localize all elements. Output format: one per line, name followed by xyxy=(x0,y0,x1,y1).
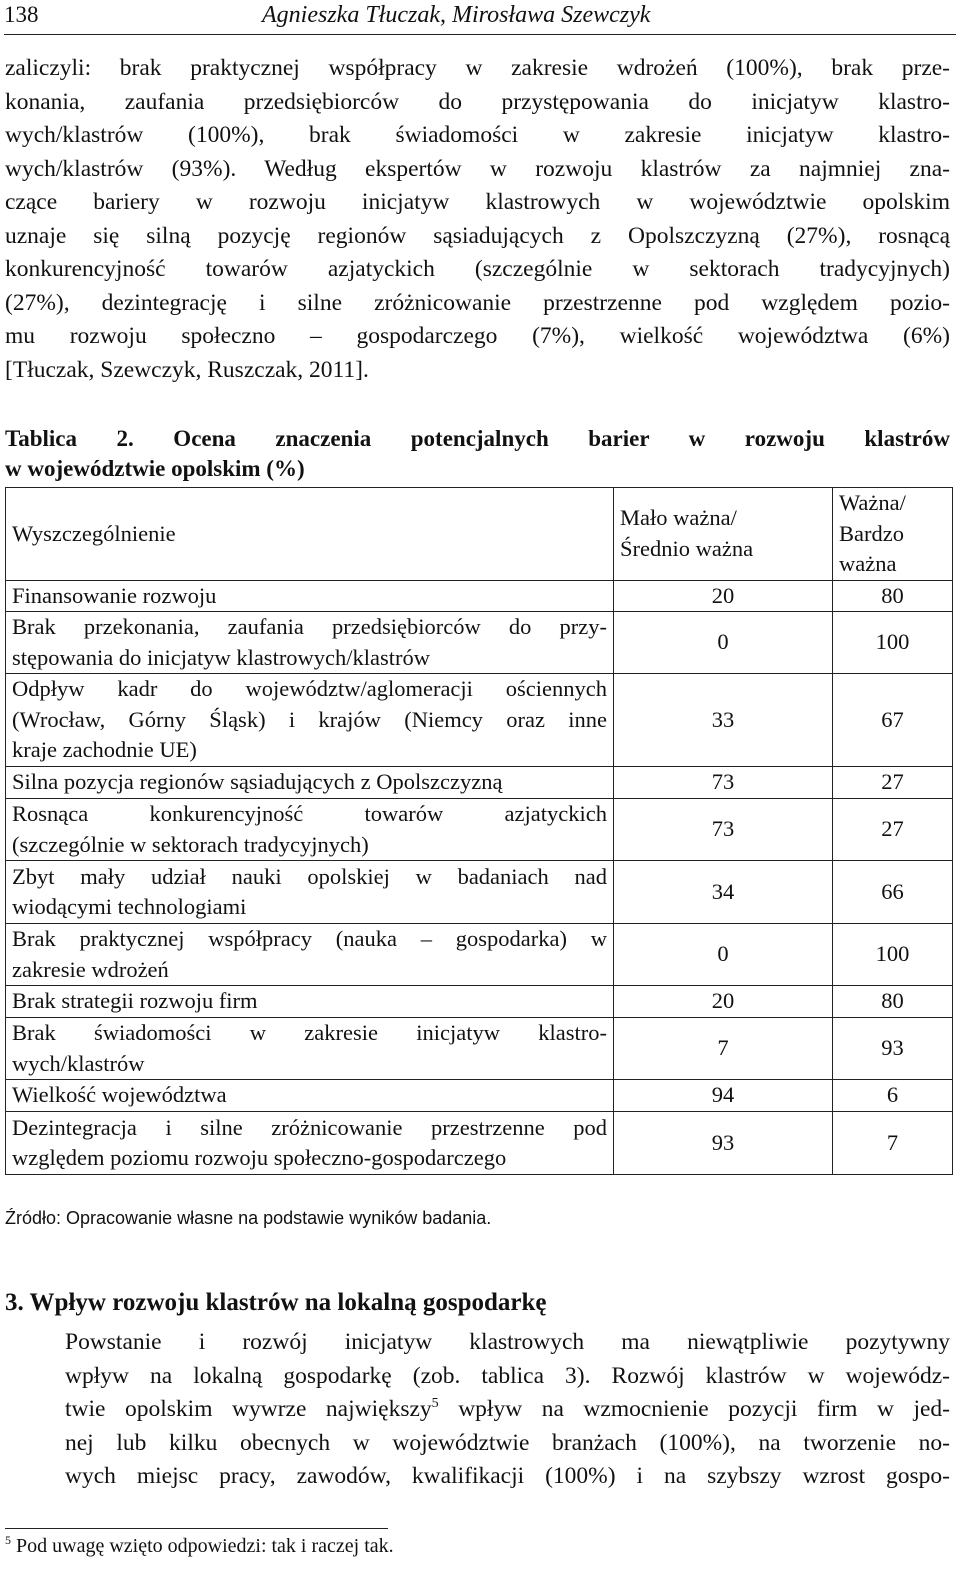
table-row xyxy=(6,861,953,924)
row-label-line: Odpływ kadr do województw/aglomeracji ościennych xyxy=(12,676,607,702)
value-low-importance: 94 xyxy=(614,1080,833,1112)
table-row xyxy=(6,612,953,674)
row-label-line: kraje zachodnie UE) xyxy=(12,737,197,763)
page-number: 138 xyxy=(4,2,39,27)
value-high-importance: 93 xyxy=(833,1018,953,1080)
text-line: mu rozwoju społeczno – gospodarczego (7%), wielkość województwa (6%) xyxy=(5,323,950,349)
row-label-line: Silna pozycja regionów sąsiadujących z Opolszczyzną xyxy=(12,769,503,795)
table-header-row xyxy=(6,488,953,581)
row-label-line: względem poziomu rozwoju społeczno-gospodarczego xyxy=(12,1145,507,1170)
value-low-importance: 7 xyxy=(614,1018,833,1080)
value-low-importance: 93 xyxy=(614,1112,833,1175)
body-paragraph-1 xyxy=(5,52,950,387)
header-line: Średnio ważna xyxy=(620,535,754,561)
row-label-line: Brak przekonania, zaufania przedsiębiorców do przy- xyxy=(12,614,607,639)
row-label xyxy=(6,924,614,986)
row-label xyxy=(6,986,614,1018)
text-line: uznaje się silną pozycję regionów sąsiadujących z Opolszczyzną (27%), rosnącą xyxy=(5,222,950,249)
row-label-line: Brak strategii rozwoju firm xyxy=(12,988,258,1014)
table-row xyxy=(6,986,953,1018)
row-label-line: (szczególnie w sektorach tradycyjnych) xyxy=(12,831,369,857)
row-label xyxy=(6,674,614,767)
table-source-note: Źródło: Opracowanie własne na podstawie wyników badania. xyxy=(5,1208,492,1228)
header-line: Mało ważna/ xyxy=(620,505,737,531)
text-line: wych/klastrów (100%), brak świadomości w zakresie inicjatyw klastro- xyxy=(5,122,950,148)
value-low-importance: 73 xyxy=(614,799,833,861)
barriers-table xyxy=(5,487,953,1175)
text-fragment: twie opolskim wywrze największy xyxy=(65,1396,432,1422)
footnote-divider xyxy=(5,1528,388,1529)
caption-line: Tablica 2. Ocena znaczenia potencjalnych barier w rozwoju klastrów xyxy=(5,426,950,451)
table-row xyxy=(6,1080,953,1112)
row-label-line: Wielkość województwa xyxy=(12,1082,227,1108)
value-low-importance: 0 xyxy=(614,612,833,674)
value-high-importance: 100 xyxy=(833,924,953,986)
table-row xyxy=(6,1018,953,1080)
value-low-importance: 20 xyxy=(614,580,833,612)
running-head-authors: Agnieszka Tłuczak, Mirosława Szewczyk xyxy=(262,2,651,28)
table-row xyxy=(6,1112,953,1175)
row-label-line: wych/klastrów xyxy=(12,1050,145,1076)
row-label-line: Dezintegracja i silne zróżnicowanie przestrzenne pod xyxy=(12,1114,607,1140)
text-line: wych/klastrów (93%). Według ekspertów w rozwoju klastrów za najmniej zna- xyxy=(5,155,950,182)
value-high-importance: 67 xyxy=(833,674,953,767)
table-row xyxy=(6,924,953,986)
text-line: wpływ na lokalną gospodarkę (zob. tablica 3). Rozwój klastrów w wojewódz- xyxy=(65,1362,950,1389)
header-low-importance xyxy=(614,488,833,581)
row-label xyxy=(6,1080,614,1112)
table-body xyxy=(6,580,953,1175)
text-line: nej lub kilku obecnych w województwie branżach (100%), na tworzenie no- xyxy=(65,1429,950,1456)
body-paragraph-2 xyxy=(5,1326,950,1494)
row-label xyxy=(6,580,614,612)
text-line: czące bariery w rozwoju inicjatyw klastrowych w województwie opolskim xyxy=(5,189,950,215)
value-high-importance: 27 xyxy=(833,799,953,861)
text-line: [Tłuczak, Szewczyk, Ruszczak, 2011]. xyxy=(5,356,369,383)
row-label-line: Rosnąca konkurencyjność towarów azjatyckich xyxy=(12,801,607,826)
value-low-importance: 34 xyxy=(614,861,833,924)
footnote-text: Pod uwagę wzięto odpowiedzi: tak i raczej tak. xyxy=(11,1535,394,1557)
row-label xyxy=(6,1112,614,1175)
row-label-line: wiodącymi technologiami xyxy=(12,894,247,919)
value-low-importance: 73 xyxy=(614,767,833,799)
value-high-importance: 66 xyxy=(833,861,953,924)
text-line: konkurencyjność towarów azjatyckich (szczególnie w sektorach tradycyjnych) xyxy=(5,256,950,282)
text-line: (27%), dezintegrację i silne zróżnicowanie przestrzenne pod względem pozio- xyxy=(5,289,950,316)
row-label xyxy=(6,612,614,674)
value-low-importance: 0 xyxy=(614,924,833,986)
row-label-line: Zbyt mały udział nauki opolskiej w badaniach nad xyxy=(12,863,607,889)
row-label xyxy=(6,767,614,799)
footnote xyxy=(5,1535,394,1558)
header-line: Bardzo xyxy=(839,520,904,546)
value-high-importance: 80 xyxy=(833,986,953,1018)
page-header xyxy=(4,0,956,35)
caption-line: w województwie opolskim (%) xyxy=(5,456,305,481)
table-row xyxy=(6,580,953,612)
section-heading: 3. Wpływ rozwoju klastrów na lokalną gospodarkę xyxy=(5,1289,547,1316)
row-label xyxy=(6,861,614,924)
text-line: Powstanie i rozwój inicjatyw klastrowych ma niewątpliwie pozytywny xyxy=(65,1329,950,1355)
table-row xyxy=(6,799,953,861)
footnote-reference[interactable]: 5 xyxy=(431,1396,439,1411)
row-label-line: Brak praktycznej współpracy (nauka – gospodarka) w xyxy=(12,926,607,951)
value-high-importance: 100 xyxy=(833,612,953,674)
value-high-importance: 80 xyxy=(833,580,953,612)
row-label xyxy=(6,1018,614,1080)
header-line: Ważna/ xyxy=(839,490,906,515)
row-label-line: zakresie wdrożeń xyxy=(12,956,169,982)
header-line: ważna xyxy=(839,551,897,576)
row-label-line: Brak świadomości w zakresie inicjatyw klastro- xyxy=(12,1020,607,1045)
row-label-line: (Wrocław, Górny Śląsk) i krajów (Niemcy oraz inne xyxy=(12,706,607,732)
text-line: konania, zaufania przedsiębiorców do przystępowania do inicjatyw klastro- xyxy=(5,88,950,115)
value-high-importance: 27 xyxy=(833,767,953,799)
table-caption xyxy=(5,424,950,484)
value-high-importance: 6 xyxy=(833,1080,953,1112)
value-low-importance: 20 xyxy=(614,986,833,1018)
value-low-importance: 33 xyxy=(614,674,833,767)
row-label-line: Finansowanie rozwoju xyxy=(12,582,217,608)
row-label xyxy=(6,799,614,861)
footnote-mark: 5 xyxy=(5,1533,11,1547)
text-fragment: wpływ na wzmocnienie pozycji firm w jed- xyxy=(438,1396,950,1422)
table-row xyxy=(6,767,953,799)
header-wyszczegolnienie: Wyszczególnienie xyxy=(6,488,614,581)
text-line: zaliczyli: brak praktycznej współpracy w zakresie wdrożeń (100%), brak prze- xyxy=(5,55,950,81)
row-label-line: stępowania do inicjatyw klastrowych/klastrów xyxy=(12,644,431,670)
text-line xyxy=(5,1393,950,1427)
value-high-importance: 7 xyxy=(833,1112,953,1175)
header-high-importance xyxy=(833,488,953,581)
table-row xyxy=(6,674,953,767)
text-line: wych miejsc pracy, zawodów, kwalifikacji (100%) i na szybszy wzrost gospo- xyxy=(65,1463,950,1489)
